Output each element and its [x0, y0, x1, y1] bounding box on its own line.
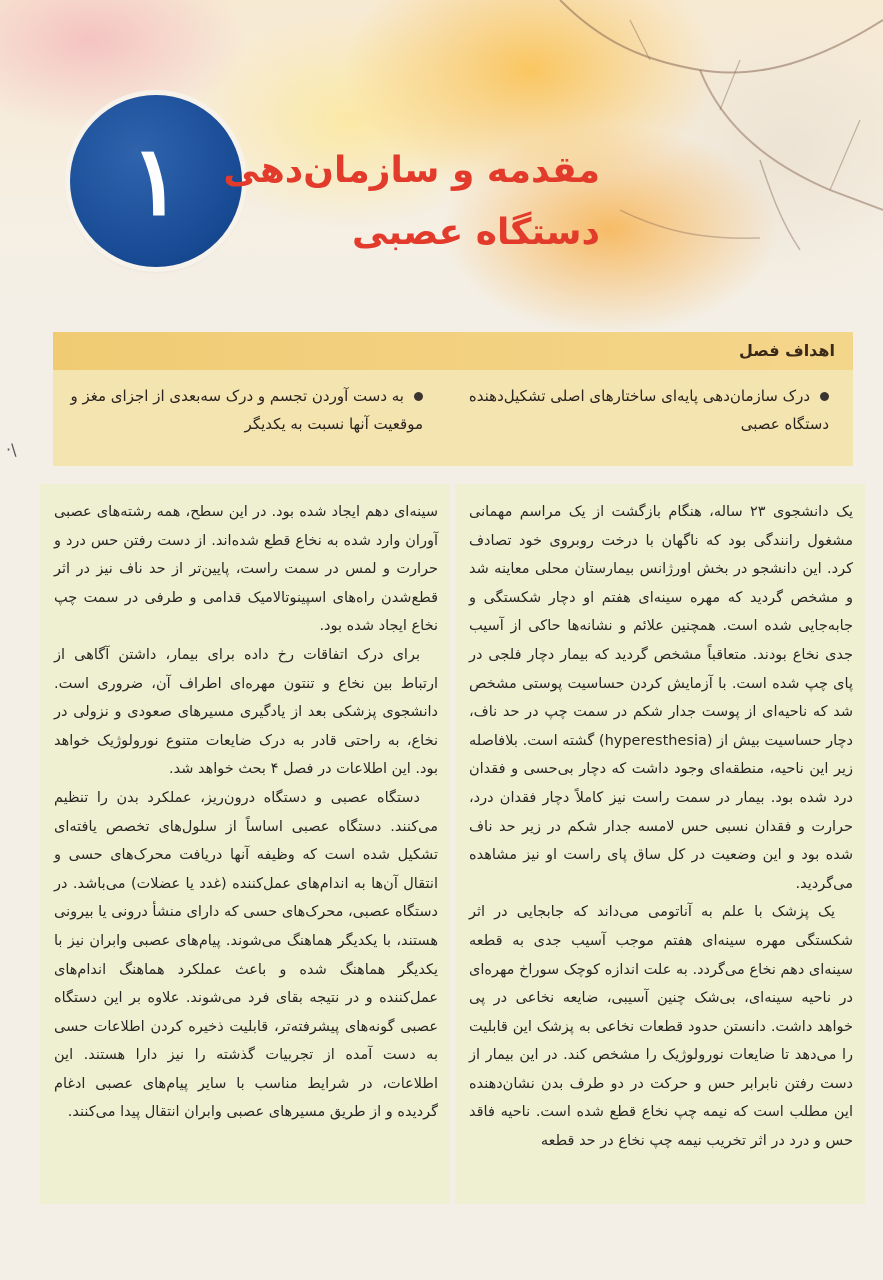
text-column-right	[455, 484, 865, 1204]
chapter-objectives-box	[53, 332, 853, 466]
objective-item	[457, 382, 829, 438]
chapter-number: ۱	[130, 124, 182, 237]
objective-item	[68, 382, 423, 438]
chapter-number-badge	[70, 95, 242, 267]
chapter-banner	[0, 0, 883, 330]
chapter-title	[223, 140, 600, 264]
margin-mark: ·\	[6, 440, 17, 459]
paragraph: برای درک اتفاقات رخ داده برای بیمار، داشتن آگاهی از ارتباط بین نخاع و تنتون مهره‌ای اطراف آن، ضروری است. دانشجوی پزشکی بعد از یادگیری مسیرهای صعودی و نزولی در نخاع، به راحتی قادر به درک ضایعات متنوع نورولوژیک خواهد بود. این اطلاعات در فصل ۴ بحث خواهد شد.	[54, 646, 438, 778]
bullet-icon	[414, 392, 423, 401]
paragraph: دستگاه عصبی و دستگاه درون‌ریز، عملکرد بدن را تنظیم می‌کنند. دستگاه عصبی اساساً از سلول‌های تخصص یافته‌ای تشکیل شده است که وظیفه آنها دریافت محرک‌های حسی و انتقال آن‌ها به اندام‌های عمل‌کننده (غدد یا عضلات) می‌باشد. در دستگاه عصبی، محرک‌های حسی که دارای منشأ درونی یا بیرونی هستند، با یکدیگر هماهنگ می‌شوند. پیام‌های عصبی وابران نیز با یکدیگر هماهنگ شده و باعث عملکرد هماهنگ اندام‌های عمل‌کننده و در نتیجه بقای فرد می‌شوند. علاوه بر این دستگاه عصبی گونه‌های پیشرفته‌تر، قابلیت ذخیره کردن اطلاعات حسی به دست آمده از تجربیات گذشته را نیز دارا هستند. این اطلاعات، در شرایط مناسب با سایر پیام‌های عصبی ادغام گردیده و از طریق مسیرهای عصبی وابران انتقال پیدا می‌کنند.	[54, 789, 438, 1121]
chapter-title-line-2: دستگاه عصبی	[352, 212, 600, 253]
bullet-icon	[820, 392, 829, 401]
chapter-title-line-1: مقدمه و سازمان‌دهی	[223, 150, 600, 191]
text-column-left	[40, 484, 450, 1204]
paragraph: یک پزشک با علم به آناتومی می‌داند که جابجایی در اثر شکستگی مهره سینه‌ای هفتم موجب آسیب جدی به قطعه سینه‌ای دهم نخاع می‌گردد. به علت اندازه کوچک سوراخ مهره‌ای در ناحیه سینه‌ای، بی‌شک چنین آسیبی، ضایعه نخاعی در پی خواهد داشت. دانستن حدود قطعات نخاعی به پزشک این قابلیت را می‌دهد تا ضایعات نورولوژیک را مشخص کند. در این بیمار از دست رفتن نابرابر حس و حرکت در دو طرف بدن نشان‌دهنده این مطلب است که نیمه چپ نخاع قطع شده است. ناحیه فاقد حس و درد در اثر تخریب نیمه چپ نخاع در حد قطعه	[469, 904, 853, 1150]
objective-text: درک سازمان‌دهی پایه‌ای ساختارهای اصلی تشکیل‌دهنده دستگاه عصبی	[468, 387, 829, 433]
paragraph: یک دانشجوی ۲۳ ساله، هنگام بازگشت از یک مراسم مهمانی مشغول رانندگی بود که ناگهان با درخت روبروی خود تصادف کرد. این دانشجو در بخش اورژانس بیمارستان محلی معاینه شد و مشخص گردید که مهره سینه‌ای هفتم او دچار شکستگی و جابه‌جایی شده است. همچنین علائم و نشانه‌ها حاکی از آسیب جدی نخاع بودند. متعاقباً مشخص گردید که بیمار دچار فلجی در پای چپ شده است. با آزمایش کردن حساسیت پوستی مشخص شد که ناحیه‌ای از پوست جدار شکم در سمت چپ در حد ناف، دچار حساسیت بیش از (hyperesthesia) گشته است. بلافاصله زیر این ناحیه، منطقه‌ای وجود داشت که دچار بی‌حسی و فقدان درد شده بود. بیمار در سمت راست نیز کاملاً دچار فقدان درد، حرارت و فقدان نسبی حس لامسه جدار شکم در زیر حد ناف شده بود و این وضعیت در کل ساق پای راست او نیز مشاهده می‌گردید.	[469, 504, 853, 892]
objectives-heading: اهداف فصل	[53, 332, 853, 370]
objective-text: به دست آوردن تجسم و درک سه‌بعدی از اجزای مغز و موقعیت آنها نسبت به یکدیگر	[70, 387, 423, 433]
paragraph: سینه‌ای دهم ایجاد شده بود. در این سطح، همه رشته‌های عصبی آوران وارد شده به نخاع قطع شده‌اند. از دست رفتن حس درد و حرارت و لمس در سمت راست، پایین‌تر از حد ناف نیز در اثر قطع‌شدن راه‌های اسپینوتالامیک قدامی و طرفی در سمت چپ نخاع ایجاد شده بود.	[54, 504, 438, 635]
